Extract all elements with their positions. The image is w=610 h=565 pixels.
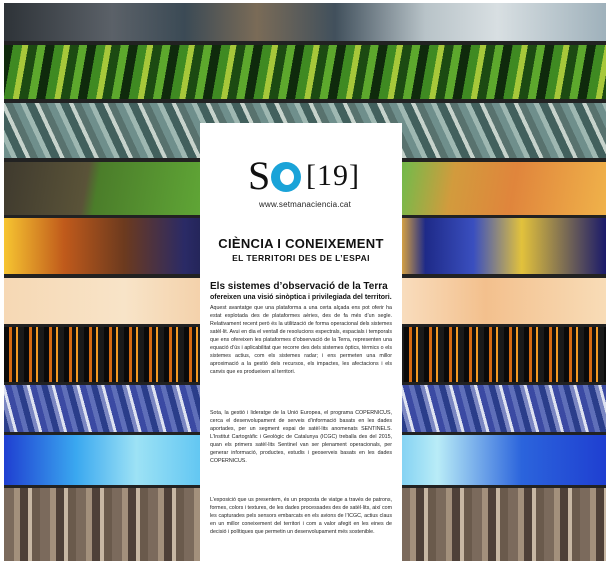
sc19-logo [248, 153, 360, 198]
satellite-image-strip [4, 3, 606, 41]
body-paragraph: L’exposició que us presentem, és un proposta de viatge a través de patrons, formes, colors i textures, de les dades processades des de satèl·lits, així com les capturades pels sensors embarcats en els avions de l’ICGC, actius claus en un millor coneixement del territori i com a valor afegit en les eines de decisió i polítiques que permetin un desenvolupament més sostenible. [210, 497, 392, 535]
body-paragraph: Sota, la gestió i lideratge de la Unió Europea, el programa COPERNICUS, cerca el desenvolupament de serveis d’informació basats en les dades aportades, per un segment espai de satèl·lits anomenats SENTINELS. L’Institut Cartogràfic i Geològic de Catalunya (ICGC) treballa des del 2015, quan els primers satèl·lits Sentinel van ser plenament operacionals, per generar informació, productes, estudis i geoserveis basats en les dades COPERNICUS. [210, 410, 392, 464]
logo-circle-icon [271, 162, 301, 192]
logo-url: www.setmanaciencia.cat [259, 200, 351, 209]
section-heading: Els sistemes d’observació de la Terra [210, 281, 388, 292]
body-paragraph: Aquest avantatge que una plataforma a una certa alçada ens pot oferir ha estat explotada des de plataformes aèries, des de fa més d’un segle. Relativament recent però és la utilització de forma operacional dels sistemes satèl·lit. Avui en dia el ventall de resolucions espectrals, espacials i temporals que ens ofereixen les plataformes d’observació de la Terra, representen una equació d’ús i aplicabilitat que recorre des dels sistemes òptics, tèrmics o els sistemes actius, com els sistemes radar; i ens permeten una millor aproximació a la gestió dels recursos, els impactes, les afectacions i els canvis que es produeixen al territori. [210, 305, 392, 375]
page-title: CIÈNCIA I CONEIXEMENT [218, 236, 384, 251]
logo-letter: S [248, 153, 271, 198]
logo-number: [19] [306, 159, 360, 192]
page-subtitle: EL TERRITORI DES DE L’ESPAI [232, 253, 370, 263]
text-panel [200, 123, 402, 561]
section-subheading: ofereixen una visió sinòptica i privilegiada del territori. [210, 294, 392, 301]
satellite-image-strip [4, 45, 606, 99]
